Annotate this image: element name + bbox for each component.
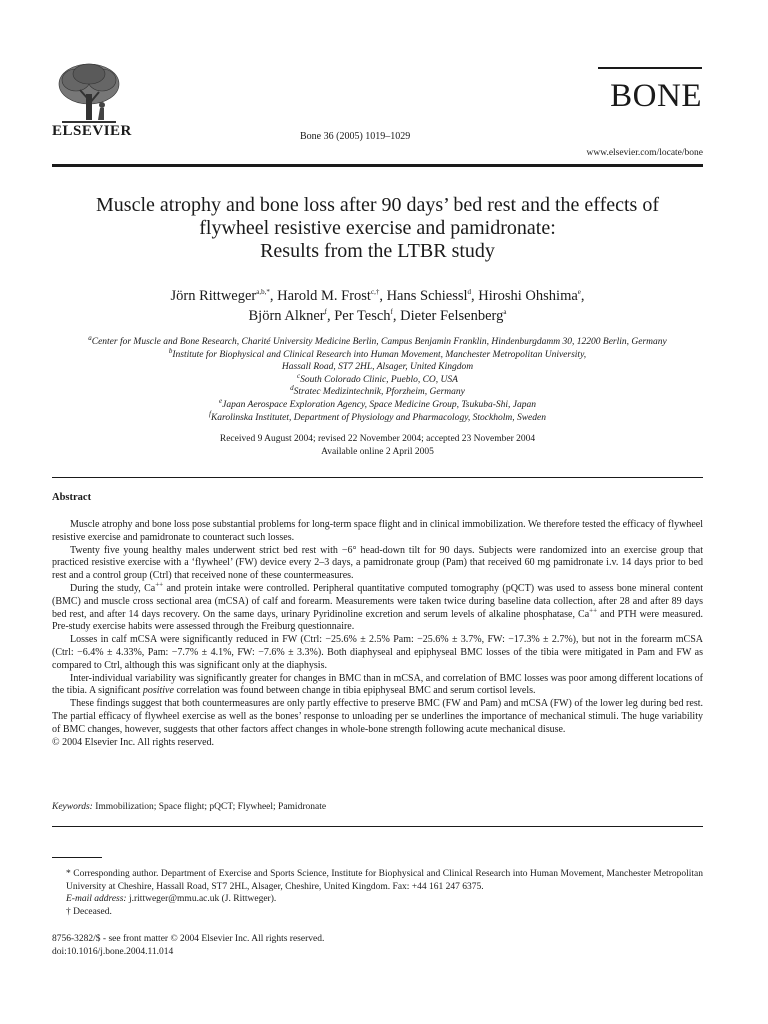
online-date: Available online 2 April 2005 [321,446,434,457]
affiliation: $^a$Center for Muscle and Bone Research, Charité University Medicine Berlin, Campus Benjamin Franklin, Hindenburgdamm 30, 12200 Berlin, Germany [88,333,667,347]
journal-title: BONE [610,78,702,114]
author-name: Per Tesch [334,308,391,324]
keywords [52,802,326,812]
author-name: Dieter Felsenberg [400,308,504,324]
corresponding-author-note: * Corresponding author. Department of Exercise and Sports Science, Institute for Biophysical and Clinical Research into Human Movement, Manchester Metropolitan University at Cheshire, Hassall Road, ST7 2HL, Alsager, Cheshire, United Kingdom. Fax: +44 161 247 6375. [66,869,703,892]
author-name: Hiroshi Ohshima [478,288,578,304]
author-affiliation-marker: d [467,288,472,297]
affiliation: Hassall Road, ST7 2HL, Alsager, United Kingdom [281,362,474,373]
abstract-paragraph: Muscle atrophy and bone loss pose substantial problems for long-term space flight and in clinical immobilization. We therefore tested the efficacy of flywheel resistive exercise and pamidronate to counteract such losses. [52,519,703,543]
title-line: Results from the LTBR study [260,240,495,262]
affiliation: $^e$Japan Aerospace Exploration Agency, Space Medicine Group, Tsukuba-Shi, Japan [219,396,536,410]
abstract-paragraph: Losses in calf mCSA were significantly reduced in FW (Ctrl: −25.6% ± 2.5% Pam: −25.6% ± 3.7%, FW: −17.3% ± 2.7%), but not in the forearm mCSA (Ctrl: −6.4% ± 4.33%, Pam: −7.7% ± 4.1%, FW: −7.6% ± 3.3%). Both diaphyseal and epiphyseal BMC losses of the tibia were mitigated in Pam and FW as compared to Ctrl, although this was significant only at the diaphysis. [52,634,703,671]
author-affiliation-marker: e [577,288,581,297]
affiliation: $^c$South Colorado Clinic, Pueblo, CO, USA [297,371,458,385]
journal-url-link[interactable]: www.elsevier.com/locate/bone [586,148,703,158]
abstract-paragraph: Twenty five young healthy males underwent strict bed rest with −6° head-down tilt for 90 days. Subjects were randomized into an exercise group that practiced resistive exercise with a ‘flywheel’ (FW) device every 2–3 days, a pamidronate group (Pam) that received 60 mg pamidronate i.v. 14 days prior to bed rest and a control group (Ctrl) that received none of these countermeasures. [52,544,703,582]
author-affiliation-marker: f [324,308,327,317]
keywords-label: Keywords: [52,802,93,812]
affiliation: $^b$Institute for Biophysical and Clinical Research into Human Movement, Manchester Metropolitan University, [168,346,587,360]
deceased-note: † Deceased. [66,906,112,917]
publisher-name: ELSEVIER [52,123,132,139]
keywords-list: Immobilization; Space flight; pQCT; Flywheel; Pamidronate [95,802,327,812]
affiliation: $^d$Stratec Medizintechnik, Pforzheim, Germany [290,384,465,398]
affiliation: $^f$Karolinska Institutet, Department of Physiology and Pharmacology, Stockholm, Sweden [209,409,546,423]
article-title [52,194,703,263]
author-affiliation-marker: a [503,308,507,317]
received-dates: Received 9 August 2004; revised 22 November 2004; accepted 23 November 2004 [219,434,536,444]
abstract-top-divider [52,477,703,478]
abstract-heading: Abstract [52,492,92,503]
footnote-rule [52,857,102,858]
copyright-notice: © 2004 Elsevier Inc. All rights reserved. [52,736,215,748]
abstract-paragraph: During the study, Ca++ and protein intake were controlled. Peripheral quantitative computed tomography (pQCT) was used to assess bone mineral content (BMC) and muscle cross sectional area (mCSA) of calf and forearm. Measurements were taken twice during baseline data collection, after 28 and after 89 days bed rest, and after 14 days recovery. On the same days, urinary Pyridinoline excretion and serum levels of alkaline phosphatase, Ca++ and PTH were measured. Pre-study exercise habits were assessed through the Freiburg questionnaire. [52,580,704,633]
abstract-bottom-divider [52,826,703,827]
abstract-body [52,519,703,749]
title-line: flywheel resistive exercise and pamidronate: [199,217,556,239]
journal-brand-rule [598,67,702,69]
title-line: Muscle atrophy and bone loss after 90 days’ bed rest and the effects of [96,194,659,216]
author-affiliation-marker: c,† [370,288,380,297]
journal-citation: Bone 36 (2005) 1019–1029 [300,131,411,142]
email-label: E-mail address: [66,894,127,905]
front-matter [52,933,452,958]
article-dates [52,433,703,458]
author-name: Harold M. Frost [277,288,371,304]
email-note [52,893,703,906]
issn-notice: 8756-3282/$ - see front matter © 2004 Elsevier Inc. All rights reserved. [52,934,325,944]
abstract-paragraph: These findings suggest that both countermeasures are only partly effective to preserve BMC (FW and Pam) and mCSA (FW) of the lower leg during bed rest. The partial efficacy of flywheel exercise as well as the bones’ response to unloading per se underlines the importance of mechanical stimuli. The huge variability of BMC changes, however, suggests that other factors affect changes in whole-bone strength following acute mechanical disuse. [52,698,703,735]
email-address-link[interactable]: j.rittweger@mmu.ac.uk (J. Rittweger). [128,894,277,905]
doi-link[interactable]: doi:10.1016/j.bone.2004.11.014 [52,946,174,957]
author-name: Björn Alkner [248,308,325,324]
author-affiliation-marker: a,b,* [256,288,270,297]
affiliation-list [52,333,703,424]
author-list: Jörn Rittweger$^{a,b,*}$, Harold M. Frost$^{c,\dagger}$, Hans Schiessl$^d$, Hiroshi Ohshima$^e$, Björn Alkner$^f$, Per Tesch$^f$, Dieter Felsenberg$^a$ [170,288,585,324]
author-affiliation-marker: f [390,308,393,317]
abstract-paragraph: Inter-individual variability was significantly greater for changes in BMC than in mCSA, and correlation of BMC losses was poor among different locations of the tibia. A significant positive correlation was found between change in tibia epiphyseal BMC and serum cortisol levels. [52,672,703,697]
header-divider [52,164,703,167]
author-name: Jörn Rittweger [170,288,257,304]
footnotes [52,868,703,918]
author-name: Hans Schiessl [386,288,468,304]
